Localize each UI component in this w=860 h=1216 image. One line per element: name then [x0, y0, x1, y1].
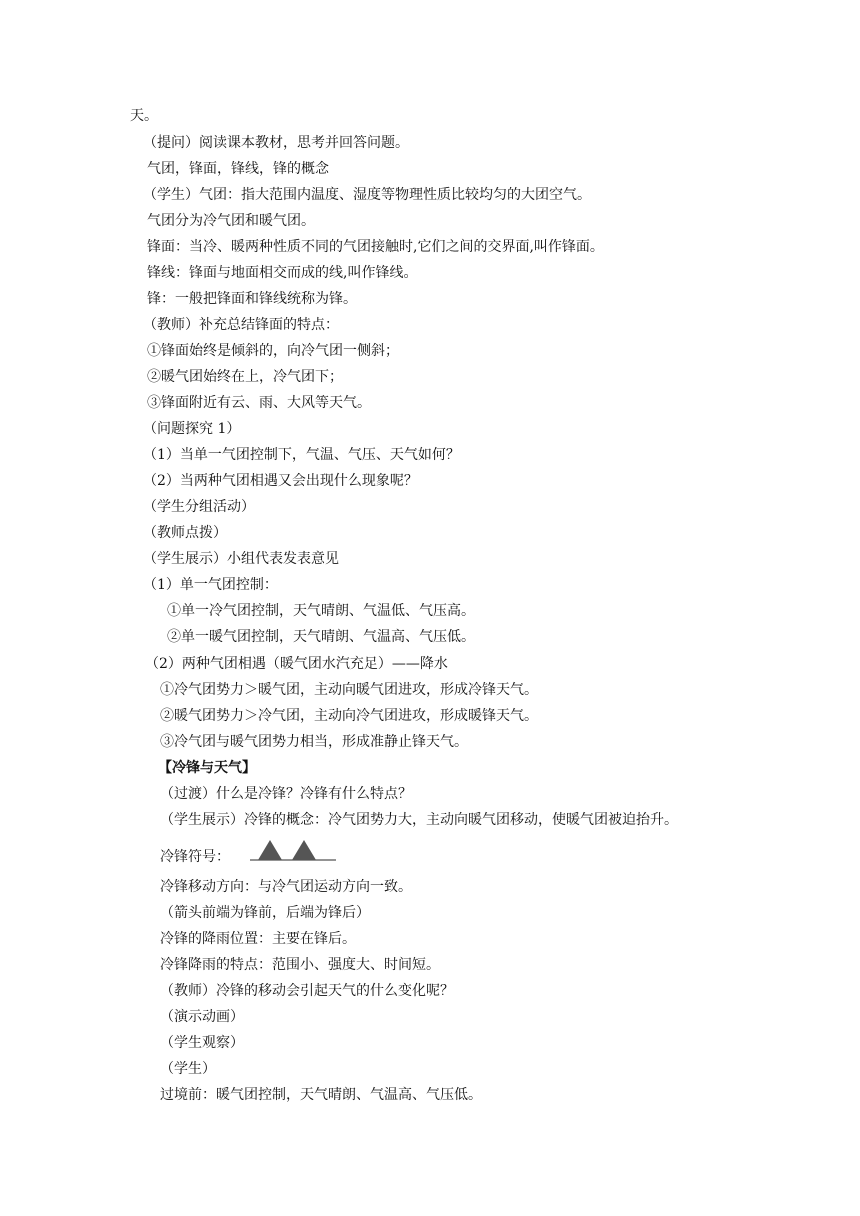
text-line: 冷锋的降雨位置：主要在锋后。 [160, 931, 356, 947]
text-line: （演示动画） [160, 1009, 244, 1025]
text-line: 气团分为冷气团和暖气团。 [147, 213, 315, 229]
text-line: （学生展示）冷锋的概念：冷气团势力大，主动向暖气团移动，使暖气团被迫抬升。 [160, 812, 678, 828]
text-line: 冷锋符号： [160, 849, 230, 865]
text-line: （学生展示）小组代表发表意见 [143, 551, 339, 567]
text-line: ③冷气团与暖气团势力相当，形成准静止锋天气。 [160, 734, 468, 750]
text-line: （学生）气团：指大范围内温度、湿度等物理性质比较均匀的大团空气。 [143, 187, 591, 203]
text-line: （学生观察） [160, 1035, 244, 1051]
text-line: 冷锋降雨的特点：范围小、强度大、时间短。 [160, 957, 440, 973]
text-line: （1）单一气团控制： [143, 577, 278, 593]
text-line: （教师）冷锋的移动会引起天气的什么变化呢？ [160, 983, 454, 999]
text-line: ②暖气团始终在上，冷气团下； [147, 369, 343, 385]
text-line: （教师点拨） [143, 525, 227, 541]
text-line: （提问）阅读课本教材，思考并回答问题。 [143, 135, 409, 151]
text-line: （2）当两种气团相遇又会出现什么现象呢？ [143, 473, 418, 489]
text-line: （过渡）什么是冷锋？冷锋有什么特点？ [160, 786, 412, 802]
text-line: 冷锋移动方向：与冷气团运动方向一致。 [160, 879, 412, 895]
text-line: （2）两种气团相遇（暖气团水汽充足）——降水 [145, 656, 448, 672]
text-line: 气团，锋面，锋线，锋的概念 [147, 161, 329, 177]
text-line: 锋线：锋面与地面相交而成的线,叫作锋线。 [147, 265, 418, 281]
text-line: 天。 [130, 108, 158, 124]
text-line: （箭头前端为锋前，后端为锋后） [160, 905, 370, 921]
text-line: ①冷气团势力＞暖气团，主动向暖气团进攻，形成冷锋天气。 [160, 682, 538, 698]
text-line: （1）当单一气团控制下，气温、气压、天气如何？ [143, 447, 460, 463]
text-line: （问题探究 1） [143, 421, 241, 437]
text-line: （学生） [160, 1061, 216, 1077]
text-line: 过境前：暖气团控制，天气晴朗、气温高、气压低。 [160, 1087, 482, 1103]
text-line: ①锋面始终是倾斜的，向冷气团一侧斜； [147, 343, 399, 359]
section-heading: 【冷锋与天气】 [158, 760, 256, 776]
text-line: （学生分组活动） [143, 499, 255, 515]
cold-front-symbol-icon [250, 836, 336, 862]
text-line: 锋面：当冷、暖两种性质不同的气团接触时,它们之间的交界面,叫作锋面。 [147, 239, 604, 255]
text-line: ③锋面附近有云、雨、大风等天气。 [147, 395, 371, 411]
text-line: ①单一冷气团控制，天气晴朗、气温低、气压高。 [167, 603, 475, 619]
text-line: ②暖气团势力＞冷气团，主动向冷气团进攻，形成暖锋天气。 [160, 708, 538, 724]
text-line: 锋：一般把锋面和锋线统称为锋。 [147, 291, 357, 307]
text-line: （教师）补充总结锋面的特点： [143, 317, 339, 333]
text-line: ②单一暖气团控制，天气晴朗、气温高、气压低。 [167, 629, 475, 645]
